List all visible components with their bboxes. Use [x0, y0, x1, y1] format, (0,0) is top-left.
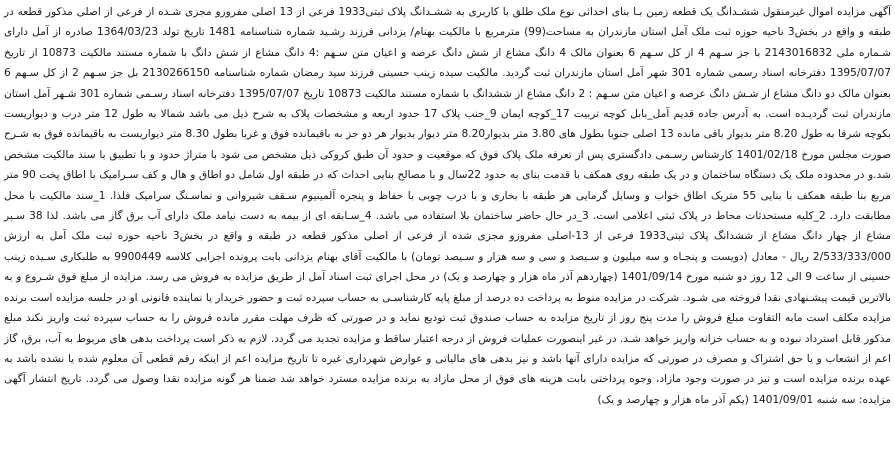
auction-notice-text: آگهی مزایده اموال غیرمنقول ششـدانگ یک قطعه زمین بـا بنای احداثی نوع ملک طلق با کاربری به ششـدانگ پلاک ثبتی1933 فرعی از 13 اصلی مفروزو مجزی شـده از فرعی از اصلی مذکور قطعه در طبقه و واقع در بخش3 ناحیه حوزه ثبت ملک آمل استان مازندران به مساحت(99) مترمربع با مالکیت بهنام/ یزدانی فرزند رشـید شماره شناسنامه 1481 تاریخ تولد 1364/03/23 صادره از آمل دارای شـماره ملی 2143016832 با جز سـهم 4 از کل سـهم 6 بعنوان مالک 4 دانگ مشاع از شش دانگ عرصه و اعیان متن سـهم :4 دانگ مشاع از شش دانگ با شماره مستند مالکیت 10873 از تاریخ 1395/07/07 دفترخانه اسناد رسمی شماره 301 شهر آمل استان مازندران ثبت گردید. مالکیت سیده زینب حسینی فرزند سید رمضان شماره شناسنامه 2130266150 بل جز سـهم 2 از کل سـهم 6 بعنوان مالک دو دانگ مشاع از شـش دانگ عرصه و اعیان متن سـهم : 2 دانگ مشاع از ششدانگ با شماره مستند مالکیت 10873 تاریخ 1395/07/07 دفترخانه اسناد رسـمی شماره 301 شـهر آمل استان مازندران ثبت گردیـده است. به آدرس جاده قدیم آمل_بابل کوچه تربیت 17_کوچه ایمان 9_جنب پلاک 17 حدود اربعه و مشخصات پلاک به شرح ذیل می باشد شمالا به طول 12 متر درب و دیواریست بکوچه شرقا به طول 8.20 متر بدیوار باقی مانده 13 اصلی جنوبا بطول های 3.80 متر بدیوار8.20 متر دیوار بدیوار هر دو جز به باقیمانده فوق و غربا بطول 8.30 متر دیواریست به باقیمانده فوق به شـرح صورت مجلس مورخ 1401/02/18 کارشناس رسـمی دادگستری پس از تعرفه ملک پلاک فوق که موقعیت و حدود آن طبق کروکی ذیل مشخص می شود با متراژ حدود و با تطبیق با سند مالکیت مشخص شد.و در محدوده ملک یک دستگاه ساختمان و در یک طبقه روی همکف با قدمت بنای به حدود 22سال و با مصالح بنایی احداث که در طبقه اول شامل دو اطاق و هال و کف سـرامیک با اطاق پخت 90 متر مربع بنا طبقه همکف با بنایی 55 متریک اطاق خواب و وسایل گرمایی هر طبقه با بخاری و با درب چوبی با حفاظ و پنجره آلمینیوم سـقف شیروانی و نماسـنگ سرامیک فلذا. 1_سند مالکیت با محل مطابقت دارد. 2_کلیه مستحدثات محاط در پلاک ثبتی اعلامی است. 3_در حال حاضر ساختمان بلا استفاده می باشد. 4_سـابقه ای از بیمه به دست نیامد ملک دارای آب برق گاز می باشد. لذا 38 سـیر مشاع از چهار دانگ مشاع از ششدانگ پلاک ثبتی1933 فرعی از 13-اصلی مفروزو مجزی شده از فرعی از اصلی مذکور قطعه در طبقه و واقع در بخش3 ناحیه حوزه ثبت ملک آمل به ارزش 2/533/333/000 ریال - معادل (دویست و پنجـاه و سه میلیون و سـیصد و سی و سه هزار و سـیصد تومان) با مالکیت آقای بهنام یزدانی بابت پرونده اجرایی کلاسه 9900449 به طلبکاری سـیده زینب حسینی از ساعت 9 الی 12 روز دو شنبه مورخ 1401/09/14 (چهاردهم آذر ماه هزار و چهارصد و یک) در محل اجرای ثبت اسناد آمل از طریق مزایده به فروش می رسد. مزایده از مبلغ فوق شـروع و به بالاترین قیمت پیشـنهادی نقدا فروخته می شـود. شرکت در مزایده منوط به پرداخت ده درصد از مبلغ پایه کارشناسـی به حساب سپرده ثبت و حضور خریدار یا نماینده قانونی او در جلسه مزایده است برنده مزایده مکلف است مابه التفاوت مبلغ فروش را مدت پنج روز از تاریخ مزایده به حساب صندوق ثبت تودیع نماید و در صورتی که ظرف مهلت مقرر مانده فروش را به حساب سپرده ثبت واریز نکند مبلغ مذکور قابل استرداد نبوده و به حساب خزانه واریز خواهد شـد. در غیر اینصورت عملیات فروش از درجه اعتبار ساقط و مزایده تجدید می گردد. لازم به ذکر است پرداخت بدهی های مربوط به آب، برق، گاز اعم از انشعاب و یا حق اشتراک و مصرف در صورتی که مزایده دارای آنها باشد و نیز بدهی های مالیاتی و عوارض شهرداری غیره تا تاریخ مزایده اعم از اینکه رقم قطعی آن معلوم شده یا نشده باشد به عهده برنده مزایده است و نیز در صورت وجود مازاد، وجوه پرداختی بابت هزینه های فوق از محل مازاد به برنده مزایده مسترد خواهد شد ضمنا هر گونه مزایده نقدا وصول می گردد. تاریخ انتشار آگهی مزایده: سه شنبه 1401/09/01 (یکم آذر ماه هزار و چهارصد و یک): [4, 6, 892, 406]
